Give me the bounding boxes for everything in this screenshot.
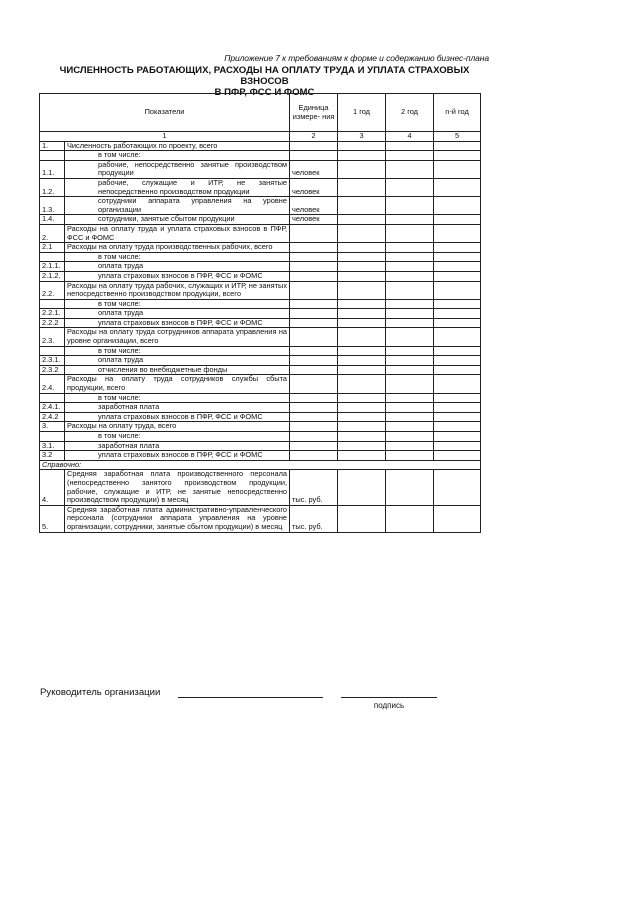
row-number bbox=[40, 299, 65, 309]
row-number bbox=[40, 252, 65, 262]
value-cell-year-n bbox=[434, 262, 481, 272]
row-number bbox=[40, 393, 65, 403]
title-line-2: В ПФР, ФСС И ФОМС bbox=[214, 87, 315, 98]
table-body bbox=[40, 141, 481, 532]
value-cell-year-2 bbox=[386, 262, 434, 272]
row-number bbox=[40, 346, 65, 356]
value-cell-year-n bbox=[434, 470, 481, 505]
value-cell-year-n bbox=[434, 393, 481, 403]
value-cell-year-n bbox=[434, 299, 481, 309]
value-cell-year-n bbox=[434, 271, 481, 281]
row-label: уплата страховых взносов в ПФР, ФСС и ФОМС bbox=[65, 271, 290, 281]
value-cell-year-1 bbox=[338, 243, 386, 253]
table-row bbox=[40, 375, 481, 393]
value-cell-year-n bbox=[434, 441, 481, 451]
value-cell-year-n bbox=[434, 160, 481, 178]
row-label: уплата страховых взносов в ПФР, ФСС и ФОМС bbox=[65, 412, 290, 422]
value-cell-year-1 bbox=[338, 403, 386, 413]
row-number: 2.3.2 bbox=[40, 365, 65, 375]
row-label: в том числе: bbox=[65, 393, 290, 403]
row-label: уплата страховых взносов в ПФР, ФСС и ФОМС bbox=[65, 318, 290, 328]
row-number: 2. bbox=[40, 224, 65, 242]
value-cell-year-2 bbox=[386, 215, 434, 225]
value-cell-year-2 bbox=[386, 365, 434, 375]
row-label: Средняя заработная плата производственного персонала (непосредственно занятого производством продукции, рабочие, служащие и ИТР, не занятые непосредственно производством продукции) в месяц bbox=[65, 470, 290, 505]
row-unit bbox=[290, 365, 338, 375]
row-label: Расходы на оплату труда, всего bbox=[65, 422, 290, 432]
value-cell-year-1 bbox=[338, 271, 386, 281]
row-unit: тыс. руб. bbox=[290, 505, 338, 532]
value-cell-year-2 bbox=[386, 356, 434, 366]
signature-name-line bbox=[178, 697, 323, 698]
value-cell-year-1 bbox=[338, 309, 386, 319]
row-label: заработная плата bbox=[65, 441, 290, 451]
reference-row bbox=[40, 460, 481, 470]
table-row bbox=[40, 412, 481, 422]
row-number: 2.2.2 bbox=[40, 318, 65, 328]
value-cell-year-n bbox=[434, 197, 481, 215]
row-unit bbox=[290, 346, 338, 356]
row-number: 2.3. bbox=[40, 328, 65, 346]
value-cell-year-2 bbox=[386, 252, 434, 262]
value-cell-year-1 bbox=[338, 470, 386, 505]
row-number: 2.3.1. bbox=[40, 356, 65, 366]
value-cell-year-n bbox=[434, 318, 481, 328]
row-number: 2.1 bbox=[40, 243, 65, 253]
row-number: 1.4. bbox=[40, 215, 65, 225]
row-label: в том числе: bbox=[65, 252, 290, 262]
value-cell-year-1 bbox=[338, 252, 386, 262]
value-cell-year-n bbox=[434, 215, 481, 225]
value-cell-year-1 bbox=[338, 356, 386, 366]
row-number: 2.2. bbox=[40, 281, 65, 299]
value-cell-year-n bbox=[434, 151, 481, 161]
row-unit bbox=[290, 151, 338, 161]
row-unit: человек bbox=[290, 178, 338, 196]
row-unit bbox=[290, 412, 338, 422]
value-cell-year-1 bbox=[338, 178, 386, 196]
value-cell-year-2 bbox=[386, 505, 434, 532]
row-number: 2.4. bbox=[40, 375, 65, 393]
table-row bbox=[40, 271, 481, 281]
row-number: 4. bbox=[40, 470, 65, 505]
table-row bbox=[40, 160, 481, 178]
value-cell-year-2 bbox=[386, 160, 434, 178]
value-cell-year-n bbox=[434, 141, 481, 151]
row-number: 1.2. bbox=[40, 178, 65, 196]
row-label: в том числе: bbox=[65, 151, 290, 161]
row-label: Расходы на оплату труда производственных рабочих, всего bbox=[65, 243, 290, 253]
table-row bbox=[40, 356, 481, 366]
value-cell-year-1 bbox=[338, 422, 386, 432]
value-cell-year-2 bbox=[386, 393, 434, 403]
column-number-1: 1 bbox=[40, 132, 290, 142]
value-cell-year-n bbox=[434, 224, 481, 242]
value-cell-year-2 bbox=[386, 470, 434, 505]
value-cell-year-2 bbox=[386, 271, 434, 281]
row-number: 3.2 bbox=[40, 451, 65, 461]
row-number: 5. bbox=[40, 505, 65, 532]
row-number: 2.4.2 bbox=[40, 412, 65, 422]
value-cell-year-1 bbox=[338, 151, 386, 161]
value-cell-year-n bbox=[434, 403, 481, 413]
value-cell-year-n bbox=[434, 252, 481, 262]
row-unit bbox=[290, 375, 338, 393]
column-number-5: 5 bbox=[434, 132, 481, 142]
row-label: в том числе: bbox=[65, 432, 290, 442]
value-cell-year-2 bbox=[386, 151, 434, 161]
table-row bbox=[40, 178, 481, 196]
row-label: сотрудники, занятые сбытом продукции bbox=[65, 215, 290, 225]
value-cell-year-1 bbox=[338, 328, 386, 346]
row-unit bbox=[290, 356, 338, 366]
value-cell-year-2 bbox=[386, 243, 434, 253]
table-row bbox=[40, 197, 481, 215]
value-cell-year-2 bbox=[386, 281, 434, 299]
row-unit bbox=[290, 299, 338, 309]
value-cell-year-1 bbox=[338, 141, 386, 151]
row-label: уплата страховых взносов в ПФР, ФСС и ФОМС bbox=[65, 451, 290, 461]
column-number-row bbox=[40, 132, 481, 142]
row-number: 1. bbox=[40, 141, 65, 151]
header-year-n: n-й год bbox=[434, 94, 481, 132]
row-unit bbox=[290, 318, 338, 328]
row-label: Расходы на оплату труда сотрудников службы сбыта продукции, всего bbox=[65, 375, 290, 393]
table-row bbox=[40, 365, 481, 375]
row-label: оплата труда bbox=[65, 262, 290, 272]
value-cell-year-1 bbox=[338, 262, 386, 272]
value-cell-year-2 bbox=[386, 441, 434, 451]
value-cell-year-2 bbox=[386, 451, 434, 461]
row-unit bbox=[290, 328, 338, 346]
value-cell-year-1 bbox=[338, 375, 386, 393]
value-cell-year-1 bbox=[338, 346, 386, 356]
row-number bbox=[40, 432, 65, 442]
row-number: 3.1. bbox=[40, 441, 65, 451]
table-row bbox=[40, 328, 481, 346]
table-row bbox=[40, 393, 481, 403]
table-row bbox=[40, 505, 481, 532]
row-label: в том числе: bbox=[65, 299, 290, 309]
value-cell-year-1 bbox=[338, 441, 386, 451]
header-indicators: Показатели bbox=[40, 94, 290, 132]
row-unit bbox=[290, 141, 338, 151]
value-cell-year-1 bbox=[338, 432, 386, 442]
value-cell-year-n bbox=[434, 422, 481, 432]
row-number: 2.1.2. bbox=[40, 271, 65, 281]
table-row bbox=[40, 252, 481, 262]
signature-caption: подпись bbox=[373, 701, 405, 710]
value-cell-year-1 bbox=[338, 393, 386, 403]
value-cell-year-1 bbox=[338, 318, 386, 328]
row-unit: тыс. руб. bbox=[290, 470, 338, 505]
row-label: заработная плата bbox=[65, 403, 290, 413]
value-cell-year-1 bbox=[338, 224, 386, 242]
reference-label: Справочно: bbox=[40, 460, 481, 470]
value-cell-year-2 bbox=[386, 299, 434, 309]
title-line-1: ЧИСЛЕННОСТЬ РАБОТАЮЩИХ, РАСХОДЫ НА ОПЛАТУ ТРУДА И УПЛАТА СТРАХОВЫХ ВЗНОСОВ bbox=[59, 65, 470, 87]
value-cell-year-1 bbox=[338, 281, 386, 299]
row-unit bbox=[290, 432, 338, 442]
appendix-note: Приложение 7 к требованиям к форме и содержанию бизнес-плана bbox=[224, 53, 489, 63]
value-cell-year-2 bbox=[386, 197, 434, 215]
table-header-row bbox=[40, 94, 481, 132]
value-cell-year-n bbox=[434, 505, 481, 532]
value-cell-year-n bbox=[434, 365, 481, 375]
value-cell-year-1 bbox=[338, 451, 386, 461]
value-cell-year-n bbox=[434, 375, 481, 393]
row-number bbox=[40, 151, 65, 161]
row-unit: человек bbox=[290, 160, 338, 178]
value-cell-year-n bbox=[434, 356, 481, 366]
row-label: Расходы на оплату труда сотрудников аппарата управления на уровне организации, всего bbox=[65, 328, 290, 346]
row-number: 3. bbox=[40, 422, 65, 432]
table-row bbox=[40, 224, 481, 242]
value-cell-year-n bbox=[434, 309, 481, 319]
value-cell-year-1 bbox=[338, 160, 386, 178]
row-unit bbox=[290, 403, 338, 413]
value-cell-year-n bbox=[434, 281, 481, 299]
value-cell-year-1 bbox=[338, 505, 386, 532]
row-unit: человек bbox=[290, 215, 338, 225]
value-cell-year-n bbox=[434, 412, 481, 422]
header-unit: Единица измере- ния bbox=[290, 94, 338, 132]
value-cell-year-2 bbox=[386, 422, 434, 432]
row-unit bbox=[290, 309, 338, 319]
signature-label: Руководитель организации bbox=[40, 687, 161, 698]
row-unit bbox=[290, 243, 338, 253]
value-cell-year-2 bbox=[386, 412, 434, 422]
value-cell-year-2 bbox=[386, 375, 434, 393]
row-unit bbox=[290, 393, 338, 403]
value-cell-year-2 bbox=[386, 346, 434, 356]
row-number: 1.3. bbox=[40, 197, 65, 215]
row-label: Средняя заработная плата административно-управленческого персонала (сотрудники аппарата управления на уровне организации, сотрудники, занятые сбытом продукции) в месяц bbox=[65, 505, 290, 532]
value-cell-year-1 bbox=[338, 365, 386, 375]
table-row bbox=[40, 470, 481, 505]
value-cell-year-n bbox=[434, 432, 481, 442]
value-cell-year-2 bbox=[386, 318, 434, 328]
row-unit bbox=[290, 224, 338, 242]
row-label: Расходы на оплату труда и уплата страховых взносов в ПФР, ФСС и ФОМС bbox=[65, 224, 290, 242]
row-number: 2.2.1. bbox=[40, 309, 65, 319]
row-label: оплата труда bbox=[65, 309, 290, 319]
value-cell-year-n bbox=[434, 328, 481, 346]
value-cell-year-2 bbox=[386, 141, 434, 151]
row-unit bbox=[290, 281, 338, 299]
table-row bbox=[40, 422, 481, 432]
row-unit bbox=[290, 252, 338, 262]
value-cell-year-2 bbox=[386, 224, 434, 242]
header-year-1: 1 год bbox=[338, 94, 386, 132]
value-cell-year-1 bbox=[338, 215, 386, 225]
table-row bbox=[40, 243, 481, 253]
row-number: 2.1.1. bbox=[40, 262, 65, 272]
value-cell-year-n bbox=[434, 178, 481, 196]
table-row bbox=[40, 403, 481, 413]
value-cell-year-2 bbox=[386, 178, 434, 196]
table-row bbox=[40, 262, 481, 272]
row-unit bbox=[290, 441, 338, 451]
row-label: рабочие, служащие и ИТР, не занятые непосредственно производством продукции bbox=[65, 178, 290, 196]
value-cell-year-1 bbox=[338, 299, 386, 309]
table-row bbox=[40, 299, 481, 309]
row-unit bbox=[290, 271, 338, 281]
column-number-4: 4 bbox=[386, 132, 434, 142]
row-label: оплата труда bbox=[65, 356, 290, 366]
row-unit bbox=[290, 262, 338, 272]
table-row bbox=[40, 309, 481, 319]
value-cell-year-1 bbox=[338, 412, 386, 422]
row-unit bbox=[290, 451, 338, 461]
table-row bbox=[40, 215, 481, 225]
row-label: в том числе: bbox=[65, 346, 290, 356]
table-row bbox=[40, 441, 481, 451]
row-unit bbox=[290, 422, 338, 432]
table-row bbox=[40, 141, 481, 151]
value-cell-year-2 bbox=[386, 432, 434, 442]
column-number-3: 3 bbox=[338, 132, 386, 142]
row-label: Численность работающих по проекту, всего bbox=[65, 141, 290, 151]
table-row bbox=[40, 318, 481, 328]
table-row bbox=[40, 451, 481, 461]
header-year-2: 2 год bbox=[386, 94, 434, 132]
signature-line bbox=[341, 697, 437, 698]
row-unit: человек bbox=[290, 197, 338, 215]
value-cell-year-2 bbox=[386, 309, 434, 319]
table-row bbox=[40, 151, 481, 161]
value-cell-year-2 bbox=[386, 328, 434, 346]
staff-expenses-table bbox=[39, 93, 481, 533]
value-cell-year-n bbox=[434, 346, 481, 356]
row-label: рабочие, непосредственно занятые производством продукции bbox=[65, 160, 290, 178]
row-number: 1.1. bbox=[40, 160, 65, 178]
column-number-2: 2 bbox=[290, 132, 338, 142]
row-label: сотрудники аппарата управления на уровне организации bbox=[65, 197, 290, 215]
value-cell-year-n bbox=[434, 451, 481, 461]
value-cell-year-2 bbox=[386, 403, 434, 413]
row-number: 2.4.1. bbox=[40, 403, 65, 413]
table-row bbox=[40, 346, 481, 356]
row-label: Расходы на оплату труда рабочих, служащих и ИТР, не занятых непосредственно производством продукции, всего bbox=[65, 281, 290, 299]
table-row bbox=[40, 281, 481, 299]
table-row bbox=[40, 432, 481, 442]
value-cell-year-n bbox=[434, 243, 481, 253]
row-label: отчисления во внебюджетные фонды bbox=[65, 365, 290, 375]
value-cell-year-1 bbox=[338, 197, 386, 215]
